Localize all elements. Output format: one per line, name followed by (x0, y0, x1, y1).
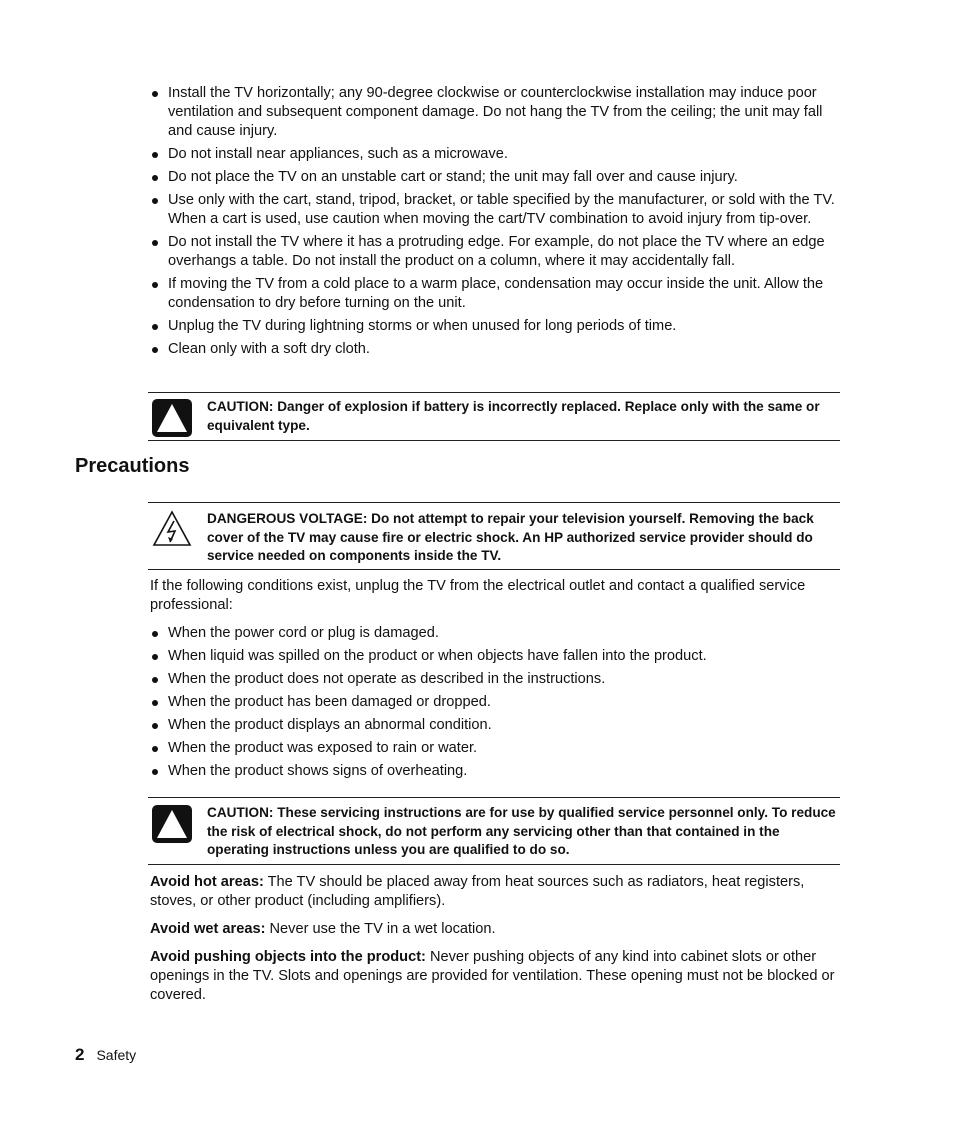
paragraph-text: The TV should be placed away from heat sources such as radiators, heat registers, stoves, or other product (including amplifiers). (150, 874, 805, 909)
page-footer (75, 1045, 136, 1065)
caution-icon (151, 804, 193, 844)
list-item: When liquid was spilled on the product or when objects have fallen into the product. (150, 647, 842, 666)
electric-shock-warning-icon (151, 509, 193, 549)
caution-note-battery (148, 392, 840, 441)
section-name: Safety (96, 1047, 137, 1063)
conditions-section (150, 577, 842, 785)
paragraph-text: Never use the TV in a wet location. (265, 921, 496, 937)
list-item: When the product shows signs of overheating. (150, 762, 842, 781)
list-item: When the product has been damaged or dropped. (150, 693, 842, 712)
avoid-wet-paragraph (150, 920, 842, 939)
paragraph-label: Avoid wet areas: (150, 921, 266, 937)
list-item: Clean only with a soft dry cloth. (150, 340, 842, 359)
list-item: If moving the TV from a cold place to a warm place, condensation may occur inside the unit. Allow the condensation to dry before turning on the unit. (150, 275, 842, 313)
intro-paragraph: If the following conditions exist, unplug the TV from the electrical outlet and contact a qualified service professional: (150, 578, 806, 613)
list-item: When the product does not operate as described in the instructions. (150, 670, 842, 689)
paragraph-text: Never pushing objects of any kind into cabinet slots or other openings in the TV. Slots and openings are provided for ventilation. These opening must not be blocked or covered. (150, 949, 835, 1003)
installation-list (150, 84, 842, 363)
list-item: Do not place the TV on an unstable cart or stand; the unit may fall over and cause injury. (150, 168, 842, 187)
caution-note-servicing (148, 797, 840, 865)
section-heading: Precautions (75, 455, 190, 477)
avoid-section (150, 873, 842, 1014)
paragraph-label: Avoid pushing objects into the product: (150, 949, 426, 965)
list-item: When the product was exposed to rain or water. (150, 739, 842, 758)
list-item: When the product displays an abnormal condition. (150, 716, 842, 735)
list-item: Use only with the cart, stand, tripod, bracket, or table specified by the manufacturer, or sold with the TV. When a cart is used, use caution when moving the cart/TV combination to avoid injury from tip-over. (150, 191, 842, 229)
list-item: Do not install the TV where it has a protruding edge. For example, do not place the TV where an edge overhangs a table. Do not install the product on a column, where it may accidentally fall. (150, 233, 842, 271)
list-item: Do not install near appliances, such as a microwave. (150, 145, 842, 164)
list-item: Install the TV horizontally; any 90-degree clockwise or counterclockwise installation may induce poor ventilation and subsequent component damage. Do not hang the TV from the ceiling; the unit may fall and cause injury. (150, 84, 842, 141)
page-number: 2 (75, 1045, 85, 1064)
caution-text: CAUTION: These servicing instructions are for use by qualified service personnel only. To reduce the risk of electrical shock, do not perform any servicing other than that contained in the operating instructions unless you are qualified to do so. (207, 805, 836, 857)
paragraph-label: Avoid hot areas: (150, 874, 264, 890)
dangerous-voltage-note (148, 502, 840, 570)
voltage-text: DANGEROUS VOLTAGE: Do not attempt to repair your television yourself. Removing the back cover of the TV may cause fire or electric shock. An HP authorized service provider should do service needed on components inside the TV. (207, 511, 814, 563)
list-item: Unplug the TV during lightning storms or when unused for long periods of time. (150, 317, 842, 336)
avoid-hot-paragraph (150, 873, 842, 911)
avoid-objects-paragraph (150, 948, 842, 1005)
list-item: When the power cord or plug is damaged. (150, 624, 842, 643)
caution-icon (151, 398, 193, 438)
caution-text: CAUTION: Danger of explosion if battery is incorrectly replaced. Replace only with the same or equivalent type. (207, 399, 820, 433)
